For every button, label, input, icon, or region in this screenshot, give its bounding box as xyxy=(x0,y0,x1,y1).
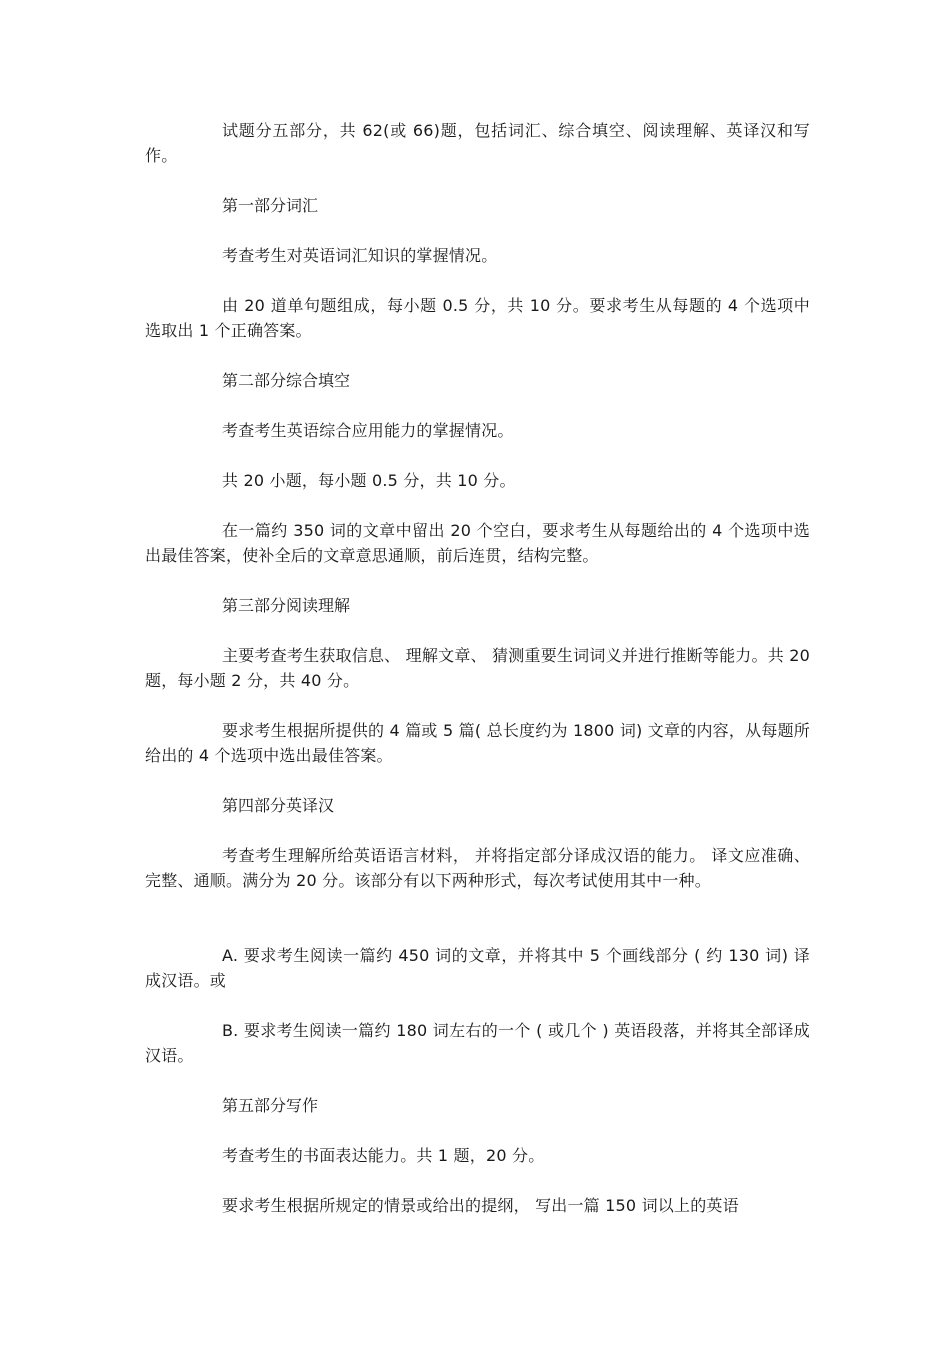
cloze-format: 在一篇约 350 词的文章中留出 20 个空白，要求考生从每题给出的 4 个选项中选出最佳答案，使补全后的文章意思通顺，前后连贯，结构完整。 xyxy=(145,521,810,565)
writing-description: 考查考生的书面表达能力。共 1 题，20 分。 xyxy=(222,1146,545,1165)
vocabulary-description: 考查考生对英语词汇知识的掌握情况。 xyxy=(222,246,498,265)
vocabulary-format: 由 20 道单句题组成，每小题 0.5 分，共 10 分。要求考生从每题的 4 个选项中选取出 1 个正确答案。 xyxy=(145,296,810,340)
section-heading-writing: 第五部分写作 xyxy=(222,1096,319,1115)
translation-description: 考查考生理解所给英语语言材料， 并将指定部分译成汉语的能力。 译文应准确、完整、通顺。满分为 20 分。该部分有以下两种形式，每次考试使用其中一种。 xyxy=(145,846,810,890)
reading-format: 要求考生根据所提供的 4 篇或 5 篇( 总长度约为 1800 词) 文章的内容，从每题所给出的 4 个选项中选出最佳答案。 xyxy=(145,721,810,765)
section-heading-vocabulary: 第一部分词汇 xyxy=(222,196,319,215)
translation-option-b: B. 要求考生阅读一篇约 180 词左右的一个 ( 或几个 ) 英语段落，并将其全部译成汉语。 xyxy=(145,1021,810,1065)
section-heading-translation: 第四部分英译汉 xyxy=(222,796,335,815)
section-heading-cloze: 第二部分综合填空 xyxy=(222,371,351,390)
writing-format: 要求考生根据所规定的情景或给出的提纲， 写出一篇 150 词以上的英语 xyxy=(222,1196,739,1215)
section-heading-reading: 第三部分阅读理解 xyxy=(222,596,351,615)
cloze-description: 考查考生英语综合应用能力的掌握情况。 xyxy=(222,421,514,440)
intro-paragraph: 试题分五部分，共 62(或 66)题，包括词汇、综合填空、阅读理解、英译汉和写作。 xyxy=(145,121,810,165)
cloze-scoring: 共 20 小题，每小题 0.5 分，共 10 分。 xyxy=(222,471,516,490)
translation-option-a: A. 要求考生阅读一篇约 450 词的文章，并将其中 5 个画线部分 ( 约 130 词) 译成汉语。或 xyxy=(145,946,810,990)
reading-description: 主要考查考生获取信息、 理解文章、 猜测重要生词词义并进行推断等能力。共 20 题，每小题 2 分，共 40 分。 xyxy=(145,646,810,690)
